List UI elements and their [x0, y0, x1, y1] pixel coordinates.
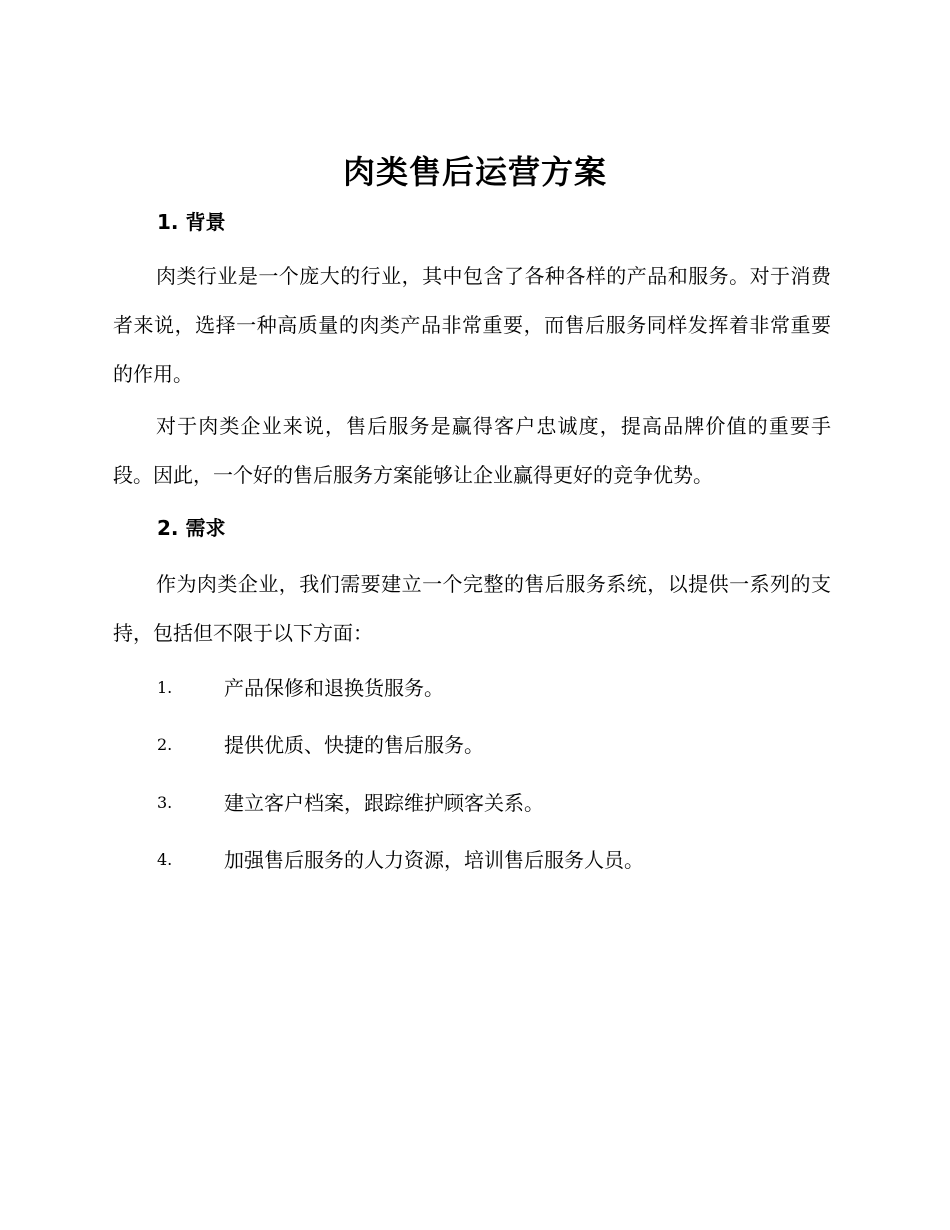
- paragraph-background-1: 肉类行业是一个庞大的行业，其中包含了各种各样的产品和服务。对于消费者来说，选择一种高质量的肉类产品非常重要，而售后服务同样发挥着非常重要的作用。: [113, 264, 831, 386]
- list-item-number: 4.: [157, 850, 173, 869]
- list-item-text: 提供优质、快捷的售后服务。: [224, 733, 484, 757]
- document-title: 肉类售后运营方案: [342, 153, 607, 191]
- list-item-number: 2.: [157, 735, 173, 754]
- section-heading-background: 1. 背景: [157, 210, 226, 234]
- list-item-text: 产品保修和退换货服务。: [224, 676, 444, 700]
- list-item-number: 1.: [157, 678, 173, 697]
- list-item-number: 3.: [157, 793, 173, 812]
- list-item: [157, 673, 837, 703]
- list-item-text: 建立客户档案，跟踪维护顾客关系。: [224, 791, 544, 815]
- paragraph-requirements: 作为肉类企业，我们需要建立一个完整的售后服务系统，以提供一系列的支持，包括但不限于以下方面：: [113, 572, 831, 645]
- section-heading-requirements: 2. 需求: [157, 516, 226, 540]
- paragraph-background-2: 对于肉类企业来说，售后服务是赢得客户忠诚度，提高品牌价值的重要手段。因此，一个好的售后服务方案能够让企业赢得更好的竞争优势。: [113, 414, 831, 487]
- list-item-text: 加强售后服务的人力资源，培训售后服务人员。: [224, 848, 644, 872]
- list-item: [157, 788, 837, 818]
- list-item: [157, 845, 837, 875]
- list-item: [157, 730, 837, 760]
